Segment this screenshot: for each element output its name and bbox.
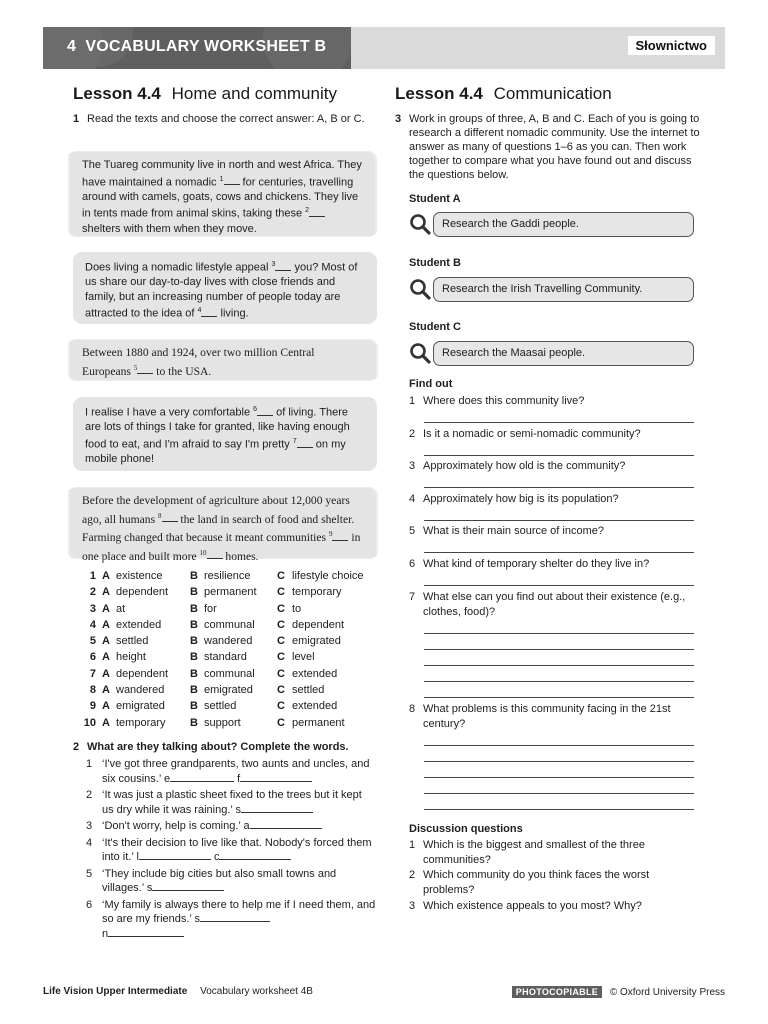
option-b[interactable]: settled [204, 700, 237, 713]
gap-blank [257, 406, 273, 416]
letter-c: C [277, 684, 285, 697]
option-c[interactable]: settled [292, 684, 325, 697]
item-number: 3 [89, 602, 96, 615]
text-box-1 [70, 152, 375, 236]
answer-line[interactable] [424, 745, 694, 746]
letter-b: B [190, 586, 198, 599]
answer-line[interactable] [219, 850, 291, 860]
item-number: 5 [86, 867, 93, 880]
footer-right [512, 986, 725, 998]
lesson-heading-left [73, 84, 337, 104]
exercise-2-items [86, 757, 376, 943]
option-b[interactable]: wandered [204, 635, 253, 648]
student-c-task: Research the Maasai people. [433, 341, 694, 366]
question-text: Which existence appeals to you most? Why? [423, 899, 642, 912]
text-segment: of living. There are lots of things I take for granted, like having enough food to eat, and I'm afraid to say I'm pretty [85, 406, 350, 451]
letter-a: A [102, 700, 110, 713]
answer-first-letter: a [243, 820, 250, 832]
answer-line[interactable] [108, 927, 184, 937]
item-number: 8 [89, 684, 96, 697]
student-c-label: Student C [409, 321, 461, 333]
item-number: 1 [89, 570, 96, 582]
question-number: 3 [409, 460, 416, 472]
discussion-question [409, 899, 699, 914]
gap-blank [137, 364, 153, 374]
answer-first-letter: s [235, 803, 241, 816]
item-number: 10 [83, 716, 96, 729]
copyright: © Oxford University Press [609, 987, 725, 998]
find-out-question [409, 492, 695, 507]
option-a[interactable]: existence [116, 570, 163, 582]
gap-blank [207, 549, 223, 559]
item-number: 6 [86, 898, 93, 911]
item-number: 1 [86, 758, 93, 770]
gap-number: 1 [219, 175, 224, 183]
option-a[interactable]: at [116, 602, 126, 615]
ex2-item [86, 898, 376, 942]
option-row [82, 684, 382, 700]
option-b[interactable]: resilience [204, 570, 251, 582]
worksheet-name: Vocabulary worksheet 4B [200, 986, 313, 997]
answer-line[interactable] [240, 772, 312, 782]
question-number: 1 [409, 395, 416, 407]
letter-c: C [277, 570, 285, 582]
answer-first-letter: n [102, 927, 109, 940]
answer-line[interactable] [424, 697, 694, 698]
option-c[interactable]: extended [292, 700, 338, 713]
find-out-question [409, 702, 689, 731]
answer-first-letter: s [146, 882, 153, 894]
gap-number: 3 [271, 261, 276, 268]
option-a[interactable]: height [116, 651, 146, 664]
item-quote: ‘They include big cities but also small towns and villages.’ [102, 867, 337, 894]
answer-line[interactable] [200, 912, 270, 922]
item-number: 7 [89, 667, 96, 680]
question-text: Approximately how old is the community? [423, 460, 626, 472]
student-a-label: Student A [409, 193, 461, 205]
item-number: 2 [86, 789, 93, 801]
option-a[interactable]: dependent [116, 667, 168, 680]
question-text: What is their main source of income? [423, 525, 604, 537]
letter-a: A [102, 716, 110, 729]
question-text: Where does this community live? [423, 395, 585, 407]
letter-a: A [102, 667, 110, 680]
letter-a: A [102, 586, 110, 599]
answer-first-letter: c [213, 851, 220, 863]
exercise-number: 2 [73, 741, 80, 753]
text-segment: Does living a nomadic lifestyle appeal [85, 261, 272, 274]
option-b[interactable]: permanent [204, 586, 257, 599]
exercise-1-instruction [73, 112, 368, 126]
question-number: 8 [409, 703, 416, 715]
discussion-title: Discussion questions [409, 823, 523, 835]
option-c[interactable]: temporary [292, 586, 342, 599]
answer-line[interactable] [424, 777, 694, 778]
letter-c: C [277, 618, 285, 631]
option-c[interactable]: level [292, 651, 315, 664]
footer-left [43, 986, 313, 997]
answer-first-letter: s [194, 913, 201, 925]
question-number: 4 [409, 493, 416, 505]
letter-a: A [102, 684, 110, 697]
letter-b: B [190, 651, 198, 664]
letter-c: C [277, 716, 285, 729]
item-number: 2 [89, 586, 96, 599]
answer-line[interactable] [424, 761, 694, 762]
text-segment: I realise I have a very comfortable [85, 406, 254, 419]
answer-line[interactable] [424, 520, 694, 521]
option-c[interactable]: to [292, 602, 302, 615]
item-quote: ‘Don't worry, help is coming.’ [102, 820, 241, 832]
instruction-text: Work in groups of three, A, B and C. Each of you is going to research a different nomadic community. Use the internet to answer as many of questions 1–6 as you can. Then work together to compare what you have found out and discuss the questions below. [409, 113, 700, 181]
text-box-5 [70, 488, 376, 563]
letter-c: C [277, 635, 285, 648]
item-quote: ‘It's their decision to live like that. Nobody's forced them into it.’ [102, 836, 372, 863]
option-row [82, 603, 382, 619]
question-number: 2 [409, 869, 416, 882]
item-quote: ‘I've got three grandparents, two aunts and uncles, and six cousins.’ [102, 758, 370, 785]
gap-blank [297, 438, 313, 448]
option-a[interactable]: emigrated [116, 700, 165, 713]
question-text: Approximately how big is its population? [423, 493, 619, 505]
question-number: 7 [409, 591, 416, 603]
find-out-title: Find out [409, 378, 453, 390]
ex2-item [86, 836, 376, 865]
text-segment: you? Most of us share our day-to-day lives with close friends and family, but an increasing number of people today are attracted to the idea of [85, 261, 358, 321]
option-row [82, 651, 382, 667]
letter-b: B [190, 667, 198, 680]
text-segment: on my mobile phone! [85, 438, 346, 466]
photocopiable-badge: PHOTOCOPIABLE [512, 986, 602, 998]
answer-line[interactable] [424, 487, 694, 488]
gap-blank [309, 207, 325, 217]
letter-c: C [277, 586, 285, 599]
text-segment: Before the development of agriculture about 12,000 years ago, all humans [82, 494, 350, 526]
option-row [82, 700, 382, 716]
option-row [82, 619, 382, 635]
find-out-question [409, 394, 695, 409]
option-row [82, 668, 382, 684]
item-number: 5 [89, 635, 96, 648]
letter-a: A [102, 618, 110, 631]
question-number: 5 [409, 525, 416, 537]
exercise-2-instruction [73, 740, 373, 754]
letter-b: B [190, 700, 198, 713]
gap-number: 5 [133, 363, 138, 372]
answer-line[interactable] [424, 552, 694, 553]
gap-blank [201, 307, 217, 317]
text-segment: to the USA. [153, 364, 212, 378]
letter-a: A [102, 570, 110, 582]
gap-blank [224, 175, 240, 185]
letter-b: B [190, 635, 198, 648]
exercise-3-instruction [395, 112, 700, 182]
item-quote: ‘It was just a plastic sheet fixed to the trees but it kept us dry while it was raining.’ [102, 789, 362, 816]
text-segment: homes. [222, 549, 259, 563]
question-text: Is it a nomadic or semi-nomadic community? [423, 428, 641, 440]
ex2-item [86, 867, 376, 896]
header-title-panel [43, 27, 351, 69]
find-out-question [409, 427, 695, 442]
find-out-section [409, 378, 699, 818]
text-segment: Between 1880 and 1924, over two million Central Europeans [82, 346, 315, 378]
answer-options [82, 570, 382, 733]
option-a[interactable]: settled [116, 635, 149, 648]
search-icon [409, 342, 431, 364]
option-b[interactable]: for [204, 602, 217, 615]
question-number: 3 [409, 899, 416, 912]
item-number: 4 [86, 836, 93, 849]
option-c[interactable]: lifestyle choice [292, 570, 364, 582]
letter-c: C [277, 667, 285, 680]
option-row [82, 586, 382, 602]
question-text: What kind of temporary shelter do they live in? [423, 558, 650, 570]
instruction-text: Read the texts and choose the correct answer: A, B or C. [87, 113, 365, 125]
answer-line[interactable] [424, 681, 694, 682]
find-out-question [409, 459, 695, 474]
text-segment: the land in search of food and shelter. Farming changed that because it meant communities [82, 512, 355, 544]
option-c[interactable]: permanent [292, 716, 345, 729]
text-segment: for centuries, travelling around with camels, goats, cows and chickens. They live in tents made from animal skins, taking these [82, 176, 359, 221]
option-b[interactable]: standard [204, 651, 247, 664]
item-quote: ‘My family is always there to help me if I need them, and so are my friends.’ [102, 898, 376, 925]
letter-b: B [190, 716, 198, 729]
answer-line[interactable] [139, 850, 211, 860]
option-b[interactable]: communal [204, 618, 255, 631]
answer-line[interactable] [424, 649, 694, 650]
answer-line[interactable] [424, 809, 694, 810]
question-number: 6 [409, 558, 416, 570]
option-a[interactable]: wandered [116, 684, 165, 697]
option-c[interactable]: emigrated [292, 635, 341, 648]
lesson-number: Lesson 4.4 [73, 84, 161, 103]
answer-line[interactable] [424, 585, 694, 586]
header-banner [43, 27, 725, 69]
letter-c: C [277, 602, 285, 615]
gap-blank [275, 261, 291, 271]
option-c[interactable]: dependent [292, 618, 344, 631]
ex2-item [86, 788, 376, 817]
answer-first-letter: f [237, 772, 241, 785]
gap-blank [332, 531, 348, 541]
option-row [82, 717, 382, 733]
gap-number: 10 [199, 548, 207, 557]
option-a[interactable]: extended [116, 618, 162, 631]
question-text: What problems is this community facing in the 21st century? [423, 703, 671, 730]
answer-line[interactable] [152, 881, 224, 891]
lesson-title: Home and community [171, 84, 337, 103]
discussion-section [409, 822, 699, 915]
book-title: Life Vision Upper Intermediate [43, 986, 188, 997]
question-text: Which community do you think faces the worst problems? [423, 869, 650, 897]
question-text: Which is the biggest and smallest of the three communities? [423, 838, 645, 866]
answer-line[interactable] [424, 422, 694, 423]
question-text: What else can you find out about their existence (e.g., clothes, food)? [423, 591, 686, 618]
search-icon [409, 278, 431, 300]
answer-line[interactable] [241, 803, 313, 813]
option-b[interactable]: communal [204, 667, 255, 680]
search-icon [409, 213, 431, 235]
answer-first-letter: e [163, 772, 171, 785]
student-b-task: Research the Irish Travelling Community. [433, 277, 694, 302]
item-number: 3 [86, 820, 93, 832]
text-box-3 [70, 340, 376, 380]
letter-c: C [277, 651, 285, 664]
gap-number: 8 [158, 511, 162, 520]
option-a[interactable]: dependent [116, 586, 168, 599]
text-segment: in one place and built more [82, 530, 361, 563]
student-b-label: Student B [409, 257, 461, 269]
answer-line[interactable] [424, 793, 694, 794]
answer-line[interactable] [424, 455, 694, 456]
item-number: 6 [89, 651, 96, 664]
letter-a: A [102, 602, 110, 615]
option-row [82, 635, 382, 651]
gap-number: 4 [197, 307, 202, 315]
gap-number: 6 [253, 406, 258, 413]
student-a-task: Research the Gaddi people. [433, 212, 694, 237]
letter-a: A [102, 635, 110, 648]
text-segment: shelters with them when they move. [82, 222, 257, 235]
question-number: 2 [409, 428, 416, 440]
worksheet-title: 4 VOCABULARY WORKSHEET B [67, 38, 327, 55]
gap-number: 9 [328, 530, 333, 539]
answer-line[interactable] [250, 819, 322, 829]
option-c[interactable]: extended [292, 667, 338, 680]
exercise-number: 3 [395, 113, 402, 125]
text-box-4 [73, 397, 377, 471]
letter-c: C [277, 700, 285, 713]
text-segment: The Tuareg community live in north and west Africa. They have maintained a nomadic [82, 159, 362, 189]
section-tag: Słownictwo [628, 36, 716, 55]
exercise-number: 1 [73, 113, 80, 125]
answer-first-letter: l [136, 851, 139, 863]
option-a[interactable]: temporary [116, 716, 166, 729]
option-b[interactable]: emigrated [204, 684, 253, 697]
lesson-number: Lesson 4.4 [395, 84, 483, 103]
question-number: 1 [409, 838, 416, 851]
answer-line[interactable] [424, 633, 694, 634]
option-row [82, 570, 382, 586]
letter-b: B [190, 570, 198, 582]
gap-number: 7 [292, 437, 297, 445]
letter-b: B [190, 684, 198, 697]
ex2-item [86, 757, 376, 786]
lesson-title: Communication [493, 84, 612, 103]
item-number: 9 [89, 700, 96, 713]
answer-line[interactable] [170, 772, 234, 782]
letter-b: B [190, 602, 198, 615]
gap-blank [162, 512, 178, 522]
find-out-question [409, 590, 689, 619]
text-box-2 [73, 252, 377, 324]
discussion-question [409, 868, 699, 898]
lesson-heading-right [395, 84, 612, 104]
answer-line[interactable] [424, 665, 694, 666]
text-segment: living. [217, 308, 249, 321]
option-b[interactable]: support [204, 716, 241, 729]
letter-a: A [102, 651, 110, 664]
find-out-question [409, 557, 695, 572]
item-number: 4 [89, 618, 96, 631]
discussion-question [409, 838, 699, 868]
letter-b: B [190, 618, 198, 631]
ex2-item [86, 819, 376, 834]
find-out-question [409, 524, 695, 539]
instruction-text: What are they talking about? Complete the words. [87, 741, 349, 753]
gap-number: 2 [305, 207, 310, 215]
